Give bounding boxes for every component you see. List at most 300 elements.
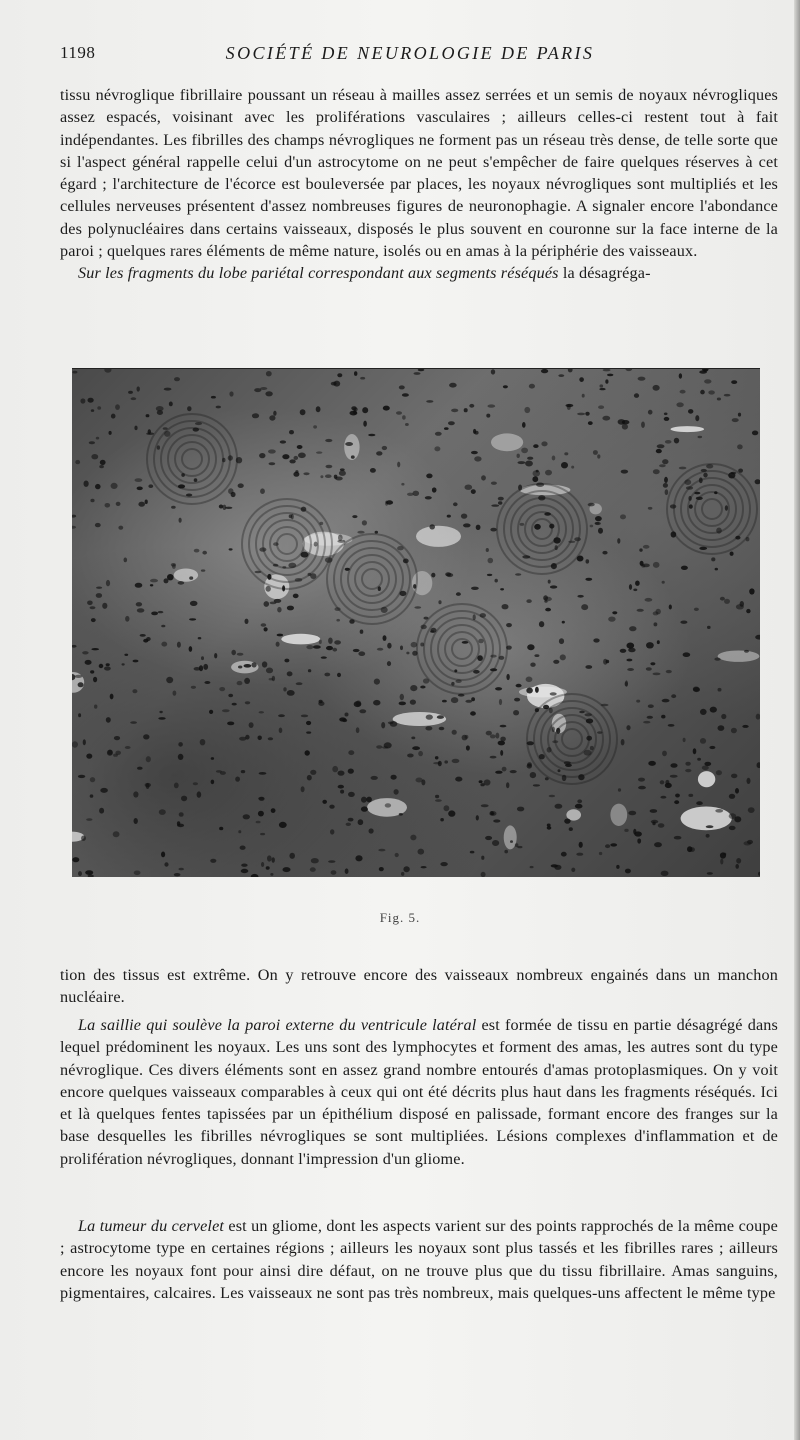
micrograph-nucleus	[664, 417, 670, 421]
micrograph-nucleus	[586, 719, 593, 724]
micrograph-nucleus	[525, 461, 533, 467]
micrograph-nucleus	[559, 638, 564, 644]
micrograph-nucleus	[541, 441, 547, 446]
micrograph-nucleus	[345, 442, 353, 446]
micrograph-nucleus	[653, 562, 660, 568]
micrograph-nucleus	[544, 512, 551, 516]
micrograph-nucleus	[666, 670, 672, 673]
micrograph-nucleus	[708, 390, 715, 394]
micrograph-nucleus	[706, 825, 714, 828]
micrograph-nucleus	[350, 411, 358, 416]
micrograph-nucleus	[488, 558, 494, 564]
paragraph-parietal-rest: la désagréga-	[558, 264, 651, 283]
micrograph-nucleus	[660, 796, 666, 799]
micrograph-nucleus	[287, 671, 293, 676]
micrograph-nucleus	[517, 454, 520, 458]
micrograph-nucleus	[256, 821, 261, 824]
micrograph-nucleus	[699, 477, 703, 483]
page-header	[60, 40, 760, 66]
micrograph-nucleus	[414, 372, 421, 375]
micrograph-nucleus	[333, 648, 338, 652]
micrograph-nucleus	[100, 460, 106, 465]
micrograph-nucleus	[116, 502, 121, 506]
micrograph-nucleus	[201, 656, 204, 660]
micrograph-nucleus	[618, 788, 621, 791]
paragraph-bottom-1: tion des tissus est extrême. On y retrouve encore des vaisseaux nombreux engainés dans un manchon nucléaire.	[60, 966, 778, 1007]
micrograph-nucleus	[174, 377, 180, 381]
micrograph-nucleus	[684, 479, 691, 485]
micrograph-nucleus	[204, 681, 210, 684]
micrograph-nucleus	[289, 430, 294, 434]
micrograph-nucleus	[695, 415, 699, 421]
micrograph-nucleus	[533, 784, 540, 786]
micrograph-nucleus	[717, 398, 721, 401]
micrograph-nucleus	[680, 390, 686, 394]
micrograph-nucleus	[647, 716, 653, 719]
micrograph-nucleus	[229, 391, 233, 396]
micrograph-nucleus	[424, 617, 429, 620]
micrograph-nucleus	[324, 673, 330, 677]
micrograph-nucleus	[283, 867, 291, 872]
micrograph-nucleus	[486, 414, 490, 418]
micrograph-nucleus	[471, 451, 478, 454]
micrograph-nucleus	[307, 775, 312, 781]
micrograph-nucleus	[553, 660, 559, 664]
micrograph-nucleus	[588, 503, 595, 507]
micrograph-nucleus	[495, 579, 498, 583]
micrograph-nucleus	[133, 660, 139, 663]
micrograph-nucleus	[621, 739, 625, 745]
paragraph-bottom-2	[60, 1014, 778, 1170]
micrograph-nucleus	[124, 558, 128, 563]
micrograph-nucleus	[437, 715, 444, 719]
micrograph-nucleus	[159, 809, 166, 815]
micrograph-nucleus	[308, 669, 311, 672]
micrograph-nucleus	[161, 642, 167, 647]
micrograph-nucleus	[458, 694, 465, 697]
micrograph-nucleus	[383, 635, 387, 641]
micrograph-nucleus	[72, 515, 76, 518]
micrograph-nucleus	[665, 780, 669, 785]
micrograph-nucleus	[492, 840, 499, 846]
micrograph-nucleus	[320, 475, 323, 478]
micrograph-nucleus	[738, 469, 743, 473]
micrograph-nucleus	[442, 700, 447, 703]
micrograph-nucleus	[646, 642, 654, 648]
micrograph-nucleus	[373, 700, 380, 706]
micrograph-nucleus	[671, 694, 676, 698]
micrograph-nucleus	[480, 613, 486, 618]
figure-caption: Fig. 5.	[379, 910, 421, 925]
micrograph-nucleus	[85, 660, 92, 665]
micrograph-nucleus	[731, 728, 737, 734]
micrograph-nucleus	[260, 387, 267, 390]
micrograph-nucleus	[756, 714, 760, 720]
micrograph-nucleus	[629, 584, 632, 590]
micrograph-nucleus	[420, 643, 424, 647]
micrograph-nucleus	[502, 767, 507, 772]
micrograph-nucleus	[359, 709, 366, 713]
micrograph-nucleus	[219, 505, 223, 509]
micrograph-nucleus	[668, 724, 675, 727]
micrograph-nucleus	[749, 588, 754, 594]
micrograph-nucleus	[718, 725, 725, 731]
micrograph-nucleus	[326, 646, 333, 650]
micrograph-nucleus	[86, 754, 92, 759]
micrograph-nucleus	[251, 874, 259, 877]
micrograph-nucleus	[638, 778, 645, 782]
micrograph-nucleus	[633, 589, 637, 592]
micrograph-nucleus	[269, 462, 276, 465]
paragraph-bottom-3-italic: La tumeur du cervelet	[78, 1217, 225, 1235]
micrograph-nucleus	[641, 564, 645, 567]
micrograph-nucleus	[295, 578, 303, 582]
micrograph-nucleus	[102, 603, 107, 609]
micrograph-nucleus	[552, 740, 558, 743]
micrograph-nucleus	[178, 742, 183, 747]
micrograph-nucleus	[495, 771, 502, 774]
micrograph-nucleus	[90, 606, 96, 609]
micrograph-nucleus	[637, 838, 641, 843]
micrograph-whorl-ring	[555, 722, 589, 756]
micrograph-nucleus	[346, 823, 351, 826]
micrograph-nucleus	[91, 618, 96, 622]
micrograph-nucleus	[268, 737, 273, 740]
micrograph-nucleus	[267, 574, 271, 580]
micrograph-whorl-ring	[562, 729, 582, 749]
micrograph-nucleus	[72, 526, 76, 529]
micrograph-nucleus	[124, 654, 128, 656]
micrograph-nucleus	[702, 766, 709, 771]
micrograph-nucleus	[746, 609, 750, 613]
micrograph-nucleus	[219, 827, 223, 831]
micrograph-nucleus	[541, 369, 548, 373]
micrograph-nucleus	[289, 459, 295, 463]
micrograph-nucleus	[693, 687, 700, 692]
running-title: SOCIÉTÉ DE NEUROLOGIE DE PARIS	[225, 43, 595, 63]
micrograph-nucleus	[316, 406, 321, 412]
micrograph-nucleus	[179, 812, 184, 817]
micrograph-nucleus	[313, 645, 321, 649]
micrograph-nucleus	[545, 470, 552, 476]
micrograph-nucleus	[628, 811, 636, 816]
micrograph-nucleus	[361, 797, 367, 803]
micrograph-nucleus	[524, 407, 530, 413]
micrograph-nucleus	[146, 414, 150, 417]
micrograph-nucleus	[319, 639, 322, 644]
micrograph-nucleus	[134, 426, 137, 431]
micrograph-nucleus	[612, 611, 617, 614]
micrograph-nucleus	[173, 691, 177, 696]
micrograph-nucleus	[301, 786, 305, 792]
micrograph-nucleus	[125, 616, 129, 622]
micrograph-nucleus	[105, 503, 111, 508]
micrograph-nucleus	[473, 670, 480, 674]
micrograph-nucleus	[357, 531, 364, 534]
micrograph-nucleus	[358, 651, 365, 656]
micrograph-nucleus	[688, 409, 693, 414]
micrograph-nucleus	[342, 719, 347, 722]
micrograph-nucleus	[696, 801, 703, 805]
micrograph-nucleus	[396, 411, 402, 414]
micrograph-nucleus	[674, 836, 682, 840]
micrograph-whorl-ring	[445, 632, 479, 666]
micrograph-nucleus	[438, 600, 441, 604]
micrograph-nucleus	[325, 439, 332, 442]
micrograph-nucleus	[266, 866, 270, 869]
micrograph-nucleus	[411, 642, 418, 648]
micrograph-nucleus	[690, 847, 695, 852]
micrograph-nucleus	[530, 663, 535, 667]
micrograph-nucleus	[96, 437, 99, 440]
micrograph-nucleus	[515, 573, 521, 576]
micrograph-nucleus	[577, 799, 582, 803]
micrograph-nucleus	[193, 428, 199, 432]
micrograph-nucleus	[707, 626, 711, 629]
micrograph-nucleus	[451, 682, 454, 686]
micrograph-nucleus	[637, 609, 644, 612]
micrograph-nucleus	[703, 473, 707, 478]
micrograph-figure	[72, 368, 760, 877]
micrograph-nucleus	[530, 772, 536, 778]
micrograph-nucleus	[752, 431, 758, 436]
micrograph-nucleus	[310, 573, 316, 579]
micrograph-nucleus	[388, 722, 394, 725]
micrograph-nucleus	[506, 623, 512, 627]
paragraph-bottom-2-italic: La saillie qui soulève la paroi externe du ventricule latéral	[78, 1016, 477, 1034]
micrograph-nucleus	[568, 541, 575, 543]
micrograph-nucleus	[626, 659, 632, 662]
micrograph-nucleus	[410, 685, 417, 691]
micrograph-nucleus	[597, 454, 600, 458]
micrograph-nucleus	[337, 373, 342, 377]
micrograph-nucleus	[403, 559, 409, 564]
micrograph-nucleus	[414, 606, 421, 608]
micrograph-nucleus	[521, 448, 528, 454]
micrograph-nucleus	[447, 515, 451, 518]
micrograph-nucleus	[664, 413, 668, 416]
micrograph-nucleus	[361, 806, 368, 811]
micrograph-nucleus	[241, 869, 249, 873]
micrograph-nucleus	[598, 405, 604, 409]
micrograph-nucleus	[449, 383, 457, 388]
micrograph-nucleus	[96, 587, 102, 589]
micrograph-nucleus	[453, 502, 458, 506]
micrograph-nucleus	[562, 775, 567, 781]
micrograph-nucleus	[585, 665, 592, 669]
micrograph-nucleus	[235, 777, 240, 782]
micrograph-nucleus	[685, 762, 690, 766]
micrograph-nucleus	[232, 703, 237, 706]
micrograph-nucleus	[575, 804, 583, 809]
micrograph-nucleus	[429, 524, 435, 529]
micrograph-nucleus	[145, 783, 151, 787]
micrograph-nucleus	[481, 804, 489, 807]
micrograph-nucleus	[311, 858, 319, 863]
micrograph-nucleus	[595, 516, 602, 521]
micrograph-nucleus	[595, 522, 601, 525]
micrograph-nucleus	[693, 748, 697, 754]
micrograph-nucleus	[725, 505, 728, 511]
micrograph-nucleus	[345, 568, 350, 571]
micrograph-nucleus	[99, 465, 104, 468]
micrograph-nucleus	[664, 477, 668, 483]
micrograph-nucleus	[552, 727, 555, 733]
micrograph-nucleus	[430, 630, 434, 633]
micrograph-nucleus	[578, 774, 584, 780]
micrograph-nucleus	[636, 700, 640, 703]
micrograph-nucleus	[465, 485, 473, 490]
micrograph-nucleus	[698, 436, 703, 438]
micrograph-nucleus	[448, 421, 455, 425]
page-number: 1198	[60, 43, 96, 62]
micrograph-nucleus	[709, 746, 715, 749]
micrograph-nucleus	[115, 751, 121, 755]
micrograph-nucleus	[401, 872, 404, 876]
paragraph-bottom-3-rest: est un gliome, dont les aspects varient sur des points rapprochés de la même coupe ; astrocytome type en certaines régions ; ailleurs les noyaux sont plus tassés et les fibrilles rares ; ailleurs encore les noyaux font pour ainsi dire défaut, on ne trouve plus que du tissu fibrillaire. Amas sanguins, pigmentaires, calcaires. Les vaisseaux ne sont pas très nombreux, mais quelques-uns affectent le même type	[60, 1217, 778, 1302]
micrograph-nucleus	[194, 667, 201, 671]
micrograph-nucleus	[545, 608, 551, 612]
micrograph-nucleus	[375, 531, 378, 534]
micrograph-nucleus	[178, 484, 185, 488]
micrograph-nucleus	[476, 525, 481, 530]
micrograph-nucleus	[714, 658, 720, 661]
micrograph-nucleus	[643, 721, 650, 724]
micrograph-nucleus	[97, 406, 101, 410]
micrograph-nucleus	[654, 622, 658, 626]
micrograph-nucleus	[564, 452, 568, 455]
micrograph-whorl-ring	[334, 541, 410, 617]
micrograph-nucleus	[270, 602, 277, 605]
micrograph-nucleus	[700, 738, 706, 744]
micrograph-nucleus	[332, 766, 338, 772]
micrograph-nucleus	[145, 500, 148, 505]
micrograph-nucleus	[729, 794, 735, 799]
micrograph-nucleus	[617, 538, 620, 544]
micrograph-nucleus	[469, 404, 474, 408]
micrograph-whorl-ring	[424, 611, 500, 687]
micrograph-image	[72, 369, 760, 877]
micrograph-nucleus	[348, 769, 354, 774]
micrograph-light-patch	[671, 426, 705, 432]
micrograph-nucleus	[209, 710, 213, 714]
micrograph-nucleus	[662, 581, 665, 584]
micrograph-nucleus	[150, 584, 153, 586]
micrograph-nucleus	[425, 496, 432, 499]
micrograph-whorl-ring	[511, 498, 573, 560]
micrograph-nucleus	[157, 410, 163, 415]
micrograph-nucleus	[241, 770, 245, 773]
micrograph-nucleus	[657, 444, 665, 448]
micrograph-nucleus	[440, 818, 444, 821]
micrograph-nucleus	[665, 489, 669, 495]
micrograph-nucleus	[189, 576, 193, 579]
micrograph-nucleus	[471, 587, 479, 590]
micrograph-nucleus	[338, 785, 344, 789]
micrograph-nucleus	[755, 479, 760, 484]
micrograph-nucleus	[639, 548, 642, 551]
micrograph-nucleus	[716, 770, 722, 775]
micrograph-nucleus	[301, 715, 308, 718]
micrograph-whorl-ring	[341, 548, 403, 610]
micrograph-nucleus	[582, 394, 585, 398]
micrograph-nucleus	[418, 369, 425, 371]
micrograph-nucleus	[86, 818, 92, 821]
micrograph-nucleus	[648, 410, 653, 415]
micrograph-nucleus	[564, 819, 570, 824]
micrograph-nucleus	[481, 856, 484, 860]
micrograph-nucleus	[238, 830, 241, 833]
micrograph-nucleus	[421, 866, 427, 868]
micrograph-nucleus	[87, 601, 93, 606]
micrograph-nucleus	[259, 453, 265, 458]
micrograph-nucleus	[225, 507, 232, 509]
micrograph-nucleus	[400, 646, 403, 651]
micrograph-nucleus	[245, 735, 249, 740]
micrograph-nucleus	[363, 421, 367, 427]
micrograph-nucleus	[653, 385, 660, 391]
micrograph-nucleus	[489, 811, 496, 816]
micrograph-nucleus	[284, 659, 289, 663]
micrograph-nucleus	[157, 445, 160, 449]
micrograph-nucleus	[696, 497, 703, 500]
paragraph-bottom-2-rest: est formée de tissu en partie désagrégé dans lequel prédominent les noyaux. Les uns sont des lymphocytes et forment des amas, les autres sont du type névroglique. Ces divers éléments sont en assez grand nombre entourés d'amas protoplasmiques. On y voit encore quelques vaisseaux comparables à ceux qui ont été décrits plus haut dans les fragments réséqués. Ici et là quelques fentes tapissées par un épithélium disposé en palissade, formant encore des franges sur la base desquelles les fibrilles névrogliques se sont multipliées. Lésions complexes d'inflammation et de prolifération névrogliques, donnant l'impression d'un gliome.	[60, 1016, 778, 1168]
micrograph-nucleus	[78, 871, 82, 876]
micrograph-nucleus	[502, 604, 509, 609]
micrograph-nucleus	[675, 794, 680, 798]
micrograph-nucleus	[360, 377, 365, 380]
micrograph-nucleus	[385, 501, 388, 506]
micrograph-nucleus	[735, 788, 739, 794]
micrograph-nucleus	[219, 687, 225, 691]
micrograph-nucleus	[627, 643, 635, 649]
micrograph-nucleus	[463, 523, 471, 527]
micrograph-nucleus	[603, 369, 611, 371]
micrograph-nucleus	[577, 413, 585, 416]
micrograph-nucleus	[466, 745, 470, 750]
micrograph-nucleus	[252, 662, 257, 667]
page-edge	[794, 0, 800, 1440]
micrograph-nucleus	[485, 836, 492, 840]
micrograph-nucleus	[444, 760, 448, 763]
micrograph-nucleus	[177, 642, 181, 648]
micrograph-nucleus	[495, 687, 502, 690]
micrograph-nucleus	[272, 857, 275, 863]
micrograph-nucleus	[273, 542, 279, 546]
micrograph-nucleus	[138, 502, 145, 507]
micrograph-nucleus	[169, 402, 173, 407]
micrograph-nucleus	[602, 551, 607, 555]
micrograph-nucleus	[135, 583, 143, 588]
micrograph-nucleus	[694, 492, 700, 495]
micrograph-nucleus	[418, 849, 425, 855]
micrograph-nucleus	[558, 374, 564, 377]
micrograph-nucleus	[499, 656, 505, 660]
micrograph-nucleus	[535, 708, 539, 712]
micrograph-nucleus	[210, 859, 216, 863]
micrograph-nucleus	[688, 794, 693, 797]
micrograph-nucleus	[526, 688, 533, 694]
micrograph-nucleus	[526, 677, 533, 683]
micrograph-nucleus	[742, 725, 748, 728]
micrograph-nucleus	[500, 750, 503, 756]
micrograph-nucleus	[660, 780, 665, 784]
micrograph-nucleus	[625, 682, 628, 687]
micrograph-nucleus	[714, 491, 717, 494]
micrograph-nucleus	[746, 537, 750, 541]
micrograph-light-patch	[393, 712, 446, 726]
micrograph-whorl-ring	[175, 442, 209, 476]
